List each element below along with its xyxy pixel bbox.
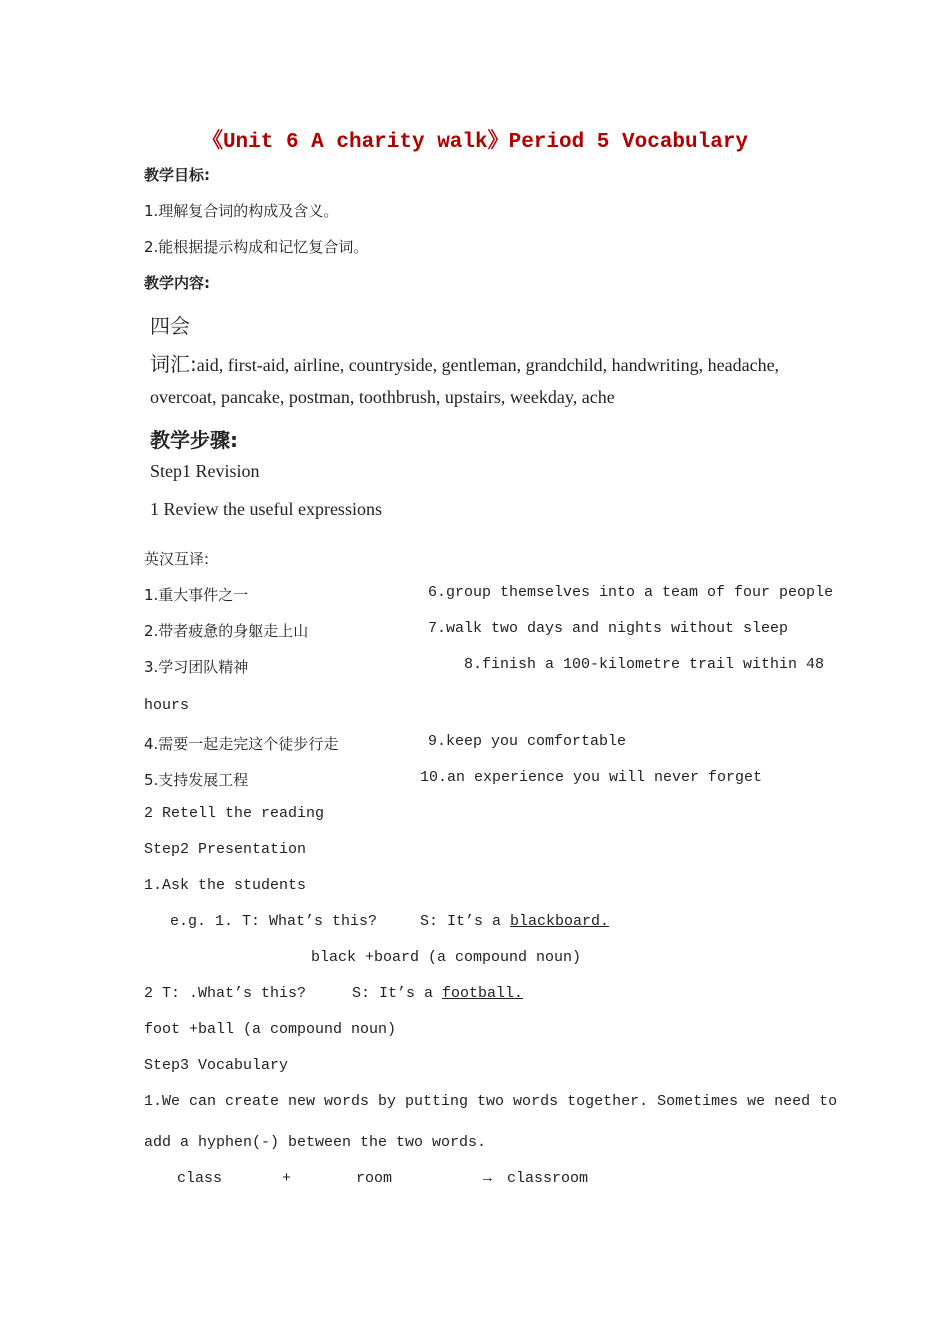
ask-line: 1.Ask the students [144,877,307,894]
example-2-answer [352,985,523,1002]
compound-part-a: class [177,1170,223,1187]
compound-result: classroom [507,1170,589,1187]
steps-heading: 教学步骤: [150,428,238,452]
retell-line: 2 Retell the reading [144,805,325,822]
objective-item: 2.能根据提示构成和记忆复合词。 [144,238,369,256]
translate-item-en: 9.keep you comfortable [428,733,627,750]
vocab-line-2: overcoat, pancake, postman, toothbrush, upstairs, weekday, ache [150,387,615,407]
step1-title: Step1 Revision [150,461,260,481]
step1-sub: 1 Review the useful expressions [150,499,382,519]
example-2-question: 2 T: .What’s this? [144,985,307,1002]
step3-line-1: 1.We can create new words by putting two words together. Sometimes we need to [144,1093,838,1110]
step2-title: Step2 Presentation [144,841,307,858]
translate-item-cn: 4.需要一起走完这个徒步行走 [144,735,339,753]
compound-plus: + [282,1170,292,1187]
step3-title: Step3 Vocabulary [144,1057,289,1074]
translate-item-en: 8.finish a 100-kilometre trail within 48 [464,656,825,673]
example-1-answer [420,913,609,930]
objectives-heading: 教学目标: [144,166,210,184]
vocab-label: 词汇: [150,352,197,376]
arrow-icon: → [483,1170,493,1187]
translate-item-wrap: hours [144,697,190,714]
translate-item-en: 7.walk two days and nights without sleep [428,620,789,637]
level-label: 四会 [150,314,190,338]
translate-item-cn: 1.重大事件之一 [144,586,249,604]
translate-item-cn: 5.支持发展工程 [144,771,249,789]
example-1-question: e.g. 1. T: What’s this? [170,913,378,930]
translate-item-en: 10.an experience you will never forget [420,769,763,786]
objective-item: 1.理解复合词的构成及含义。 [144,202,339,220]
example-1-answer-text: S: It’s a [420,913,502,930]
content-heading: 教学内容: [144,274,210,292]
page-title: 《Unit 6 A charity walk》Period 5 Vocabulary [201,131,749,154]
compound-part-b: room [356,1170,393,1187]
translate-item-en: 6.group themselves into a team of four people [428,584,834,601]
step3-line-2: add a hyphen(-) between the two words. [144,1134,487,1151]
vocab-line-1 [150,348,779,377]
example-2-word: football. [442,985,524,1002]
example-1-note: black +board (a compound noun) [311,949,582,966]
translate-item-cn: 2.带者疲惫的身躯走上山 [144,622,309,640]
vocab-words-1: aid, first-aid, airline, countryside, gentleman, grandchild, handwriting, headache, [196,355,780,375]
example-2-note: foot +ball (a compound noun) [144,1021,397,1038]
translate-label: 英汉互译: [144,550,210,568]
translate-item-cn: 3.学习团队精神 [144,658,249,676]
example-1-word: blackboard. [510,913,610,930]
example-2-answer-text: S: It’s a [352,985,434,1002]
